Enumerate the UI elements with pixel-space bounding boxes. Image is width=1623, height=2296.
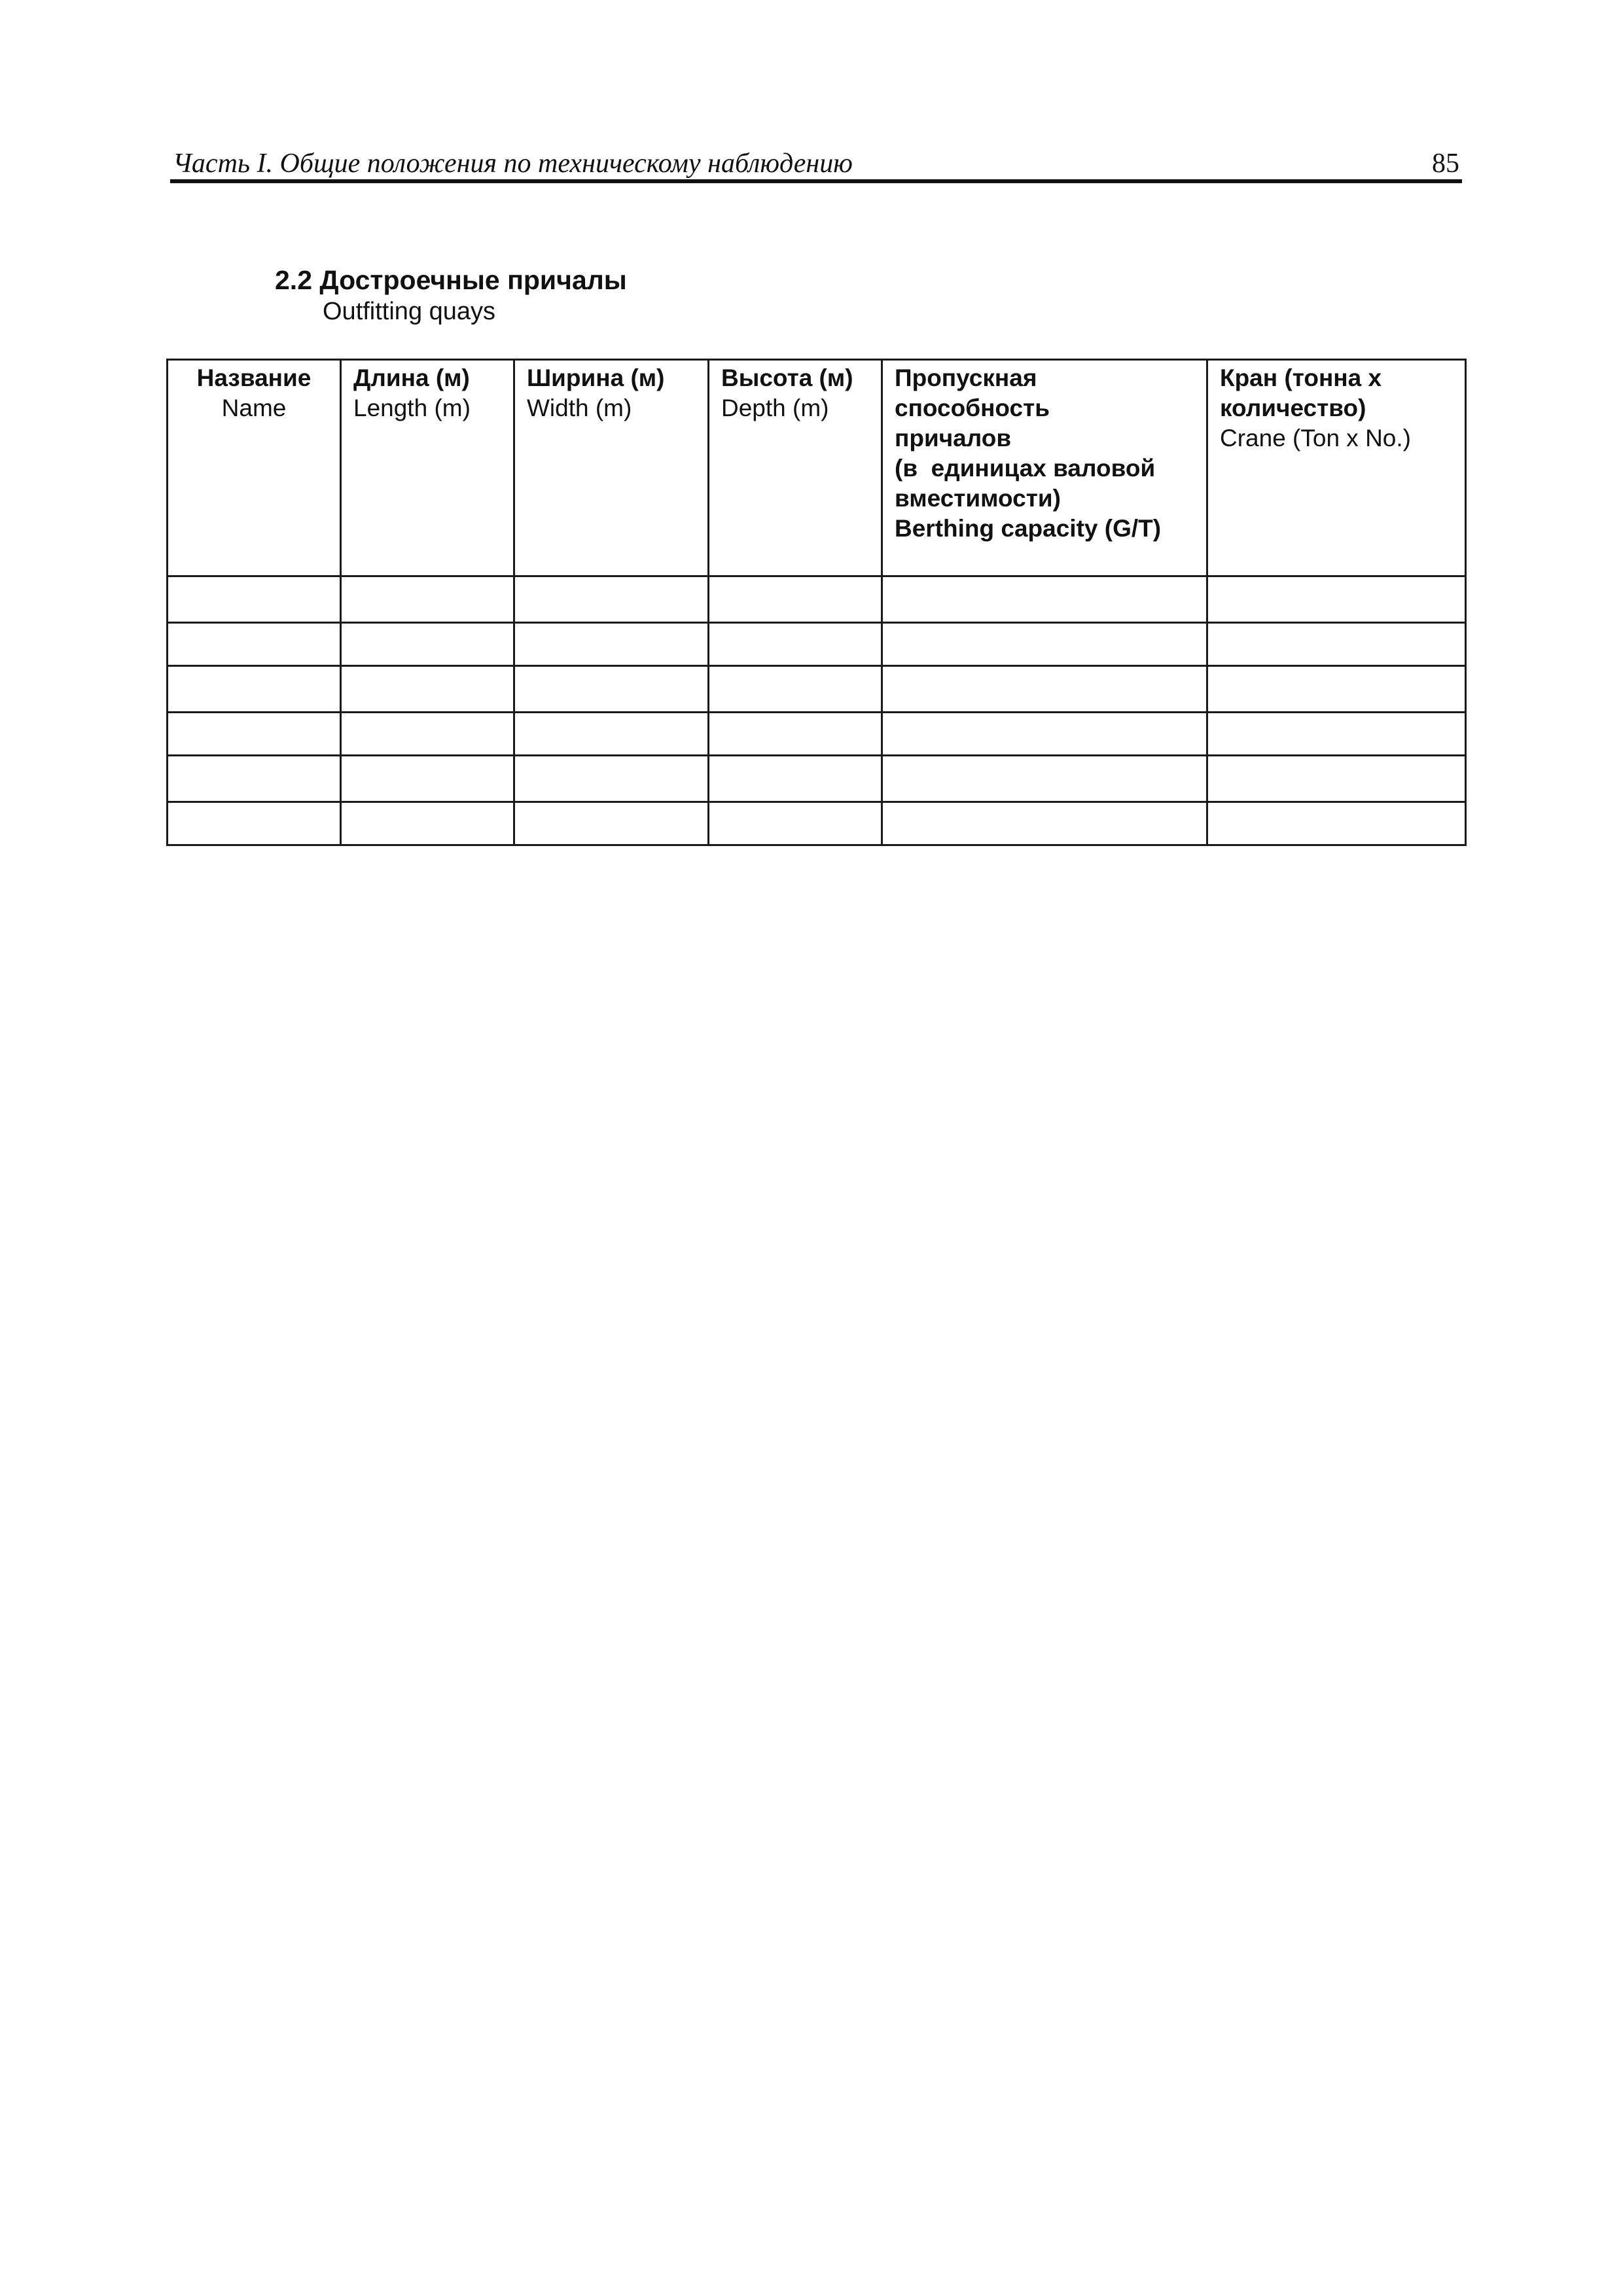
column-header-ru-line: причалов (895, 425, 1012, 451)
table-cell[interactable] (168, 576, 341, 623)
table-row (168, 756, 1466, 802)
table-cell[interactable] (514, 756, 709, 802)
table-cell[interactable] (709, 623, 882, 666)
table-cell[interactable] (341, 623, 514, 666)
table-cell[interactable] (341, 666, 514, 713)
table-cell[interactable] (709, 756, 882, 802)
table-cell[interactable] (882, 623, 1207, 666)
table-cell[interactable] (168, 802, 341, 845)
table-cell[interactable] (1207, 756, 1466, 802)
running-title: Часть I. Общие положения по техническому наблюдению (173, 149, 853, 179)
section-subtitle: Outfitting quays (323, 298, 496, 325)
table-cell[interactable] (1207, 713, 1466, 756)
column-header-en: Name (221, 395, 287, 421)
column-header-crane (1207, 360, 1466, 576)
column-header-length (341, 360, 514, 576)
table-row (168, 802, 1466, 845)
table-row (168, 576, 1466, 623)
table-cell[interactable] (514, 802, 709, 845)
column-header-ru-line: способность (895, 395, 1050, 421)
table-cell[interactable] (514, 576, 709, 623)
table-row (168, 666, 1466, 713)
page-header (170, 139, 1462, 183)
table-cell[interactable] (1207, 623, 1466, 666)
section-title: 2.2 Достроечные причалы (275, 265, 627, 295)
column-header-en: Length (m) (353, 395, 471, 421)
table-cell[interactable] (709, 802, 882, 845)
table-row (168, 713, 1466, 756)
column-header-ru-line: Пропускная (895, 364, 1037, 391)
table-cell[interactable] (514, 713, 709, 756)
column-header-en: Crane (Ton x No.) (1220, 425, 1411, 451)
column-header-ru: Ширина (м) (527, 364, 665, 391)
table-cell[interactable] (168, 756, 341, 802)
column-header-ru-line: (в единицах валовой (895, 455, 1156, 482)
page-number: 85 (1432, 149, 1459, 179)
table-cell[interactable] (1207, 802, 1466, 845)
column-header-ru: Длина (м) (353, 364, 470, 391)
table-cell[interactable] (341, 802, 514, 845)
column-header-en: Width (m) (527, 395, 632, 421)
column-header-ru: Высота (м) (721, 364, 853, 391)
table-cell[interactable] (341, 576, 514, 623)
table-cell[interactable] (882, 666, 1207, 713)
column-header-ru-line: вместимости) (895, 485, 1061, 512)
table-cell[interactable] (882, 802, 1207, 845)
table-cell[interactable] (341, 756, 514, 802)
column-header-berthing-capacity (882, 360, 1207, 576)
column-header-ru-line: количество) (1220, 395, 1366, 421)
outfitting-quays-table (166, 359, 1467, 846)
table-cell[interactable] (341, 713, 514, 756)
table-cell[interactable] (882, 576, 1207, 623)
table-cell[interactable] (168, 623, 341, 666)
column-header-width (514, 360, 709, 576)
column-header-name (168, 360, 341, 576)
table-cell[interactable] (882, 713, 1207, 756)
table-cell[interactable] (514, 666, 709, 713)
column-header-en: Depth (m) (721, 395, 829, 421)
table-cell[interactable] (514, 623, 709, 666)
column-header-en: Berthing capacity (G/T) (895, 515, 1162, 542)
table-body (168, 576, 1466, 845)
table-cell[interactable] (709, 713, 882, 756)
table-cell[interactable] (709, 576, 882, 623)
table-cell[interactable] (168, 666, 341, 713)
table-cell[interactable] (1207, 666, 1466, 713)
column-header-ru: Название (196, 364, 312, 391)
column-header-depth (709, 360, 882, 576)
table-cell[interactable] (168, 713, 341, 756)
table-cell[interactable] (709, 666, 882, 713)
table-cell[interactable] (882, 756, 1207, 802)
column-header-ru-line: Кран (тонна х (1220, 364, 1382, 391)
table-header-row (168, 360, 1466, 576)
table-row (168, 623, 1466, 666)
table-cell[interactable] (1207, 576, 1466, 623)
